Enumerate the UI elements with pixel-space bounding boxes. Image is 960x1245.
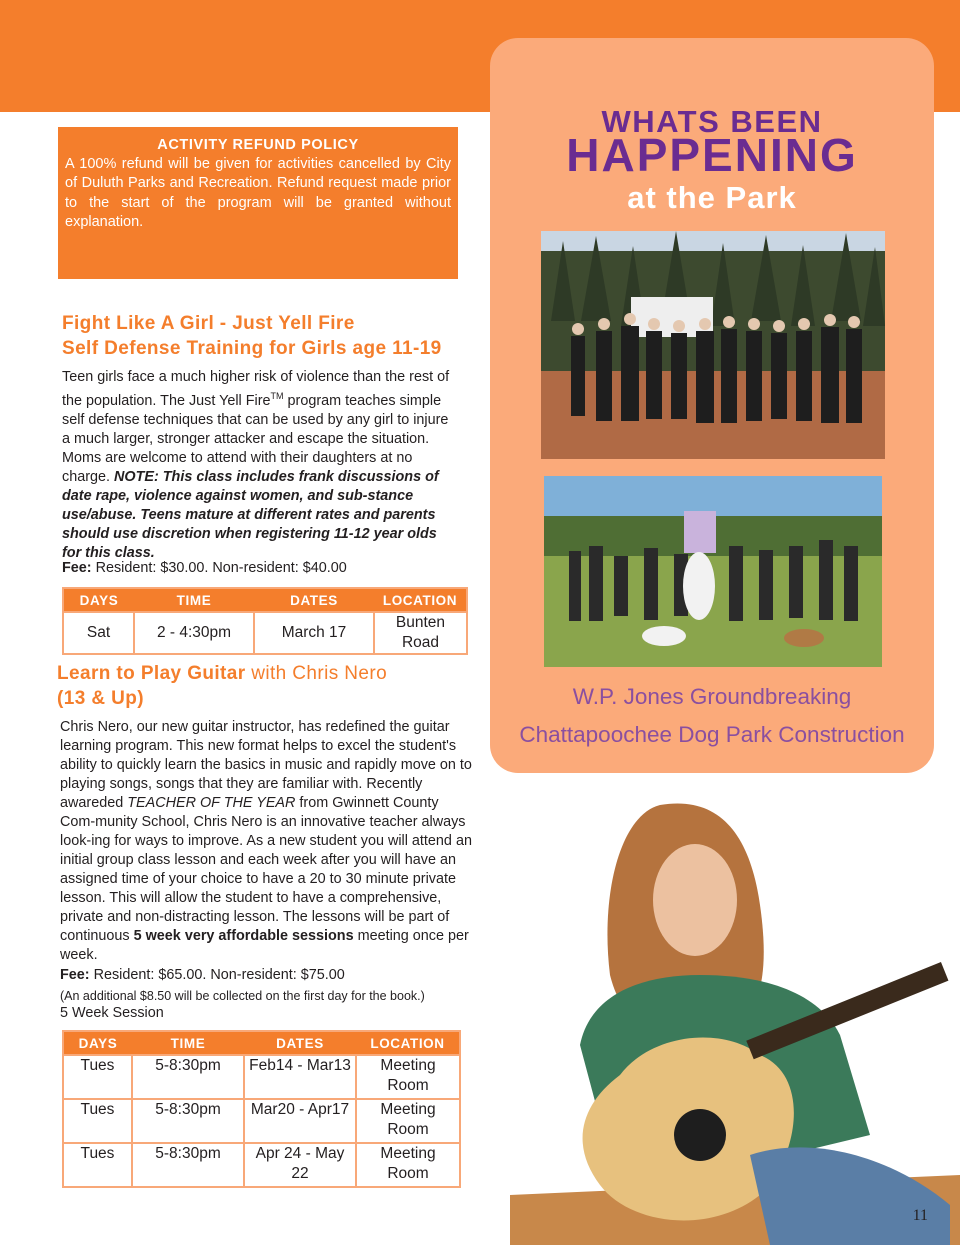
cell-dates: March 17: [254, 612, 374, 654]
guitar-description: [60, 718, 472, 965]
groundbreaking-photo: [541, 231, 885, 459]
guitar-body-part1: Chris Nero, our new guitar instructor, has redefined the guitar learning program. This new format helps to excel the student's ability to quickly learn the basics in music and rapidly move on to playing songs, songs that they are familiar with. Recently awareded: [60, 719, 472, 811]
guitar-body-part3: meeting once per week.: [60, 928, 469, 963]
cell-day: Tues: [63, 1099, 132, 1143]
cell-day: Tues: [63, 1055, 132, 1099]
refund-policy-text: A 100% refund will be given for activities cancelled by City of Duluth Parks and Recreation. Refund request made prior to the start of the program will be granted without explanation.: [65, 156, 451, 230]
table-row: [63, 612, 467, 654]
header-dates: DATES: [254, 588, 374, 612]
cell-dates: Apr 24 - May 22: [244, 1143, 356, 1187]
caption-dog-park: Chattapoochee Dog Park Construction: [519, 722, 905, 747]
trademark-mark: TM: [270, 391, 284, 401]
guitar-heading-normal: with Chris Nero: [245, 663, 388, 684]
page-number: 11: [912, 1207, 928, 1224]
cell-location: Meeting Room: [356, 1055, 460, 1099]
header-days: DAYS: [63, 1031, 132, 1055]
fight-heading-line1: Fight Like A Girl - Just Yell Fire: [62, 313, 355, 334]
guitar-book-note: (An additional $8.50 will be collected on the first day for the book.): [60, 989, 425, 1003]
header-location: LOCATION: [374, 588, 467, 612]
header-days: DAYS: [63, 588, 134, 612]
caption-groundbreaking: W.P. Jones Groundbreaking: [572, 684, 852, 709]
guitar-fee-text: Resident: $65.00. Non-resident: $75.00: [89, 967, 345, 983]
fight-schedule-table: [62, 587, 468, 655]
cell-day: Sat: [63, 612, 134, 654]
guitar-heading-line1: [57, 663, 387, 685]
table-row: [63, 1055, 460, 1099]
cell-location: Meeting Room: [356, 1143, 460, 1187]
fight-body-part2: program teaches simple self defense techniques that can be used by any girl to injure a much larger, stronger attacker and escape the situation. Moms are welcome to attend with their daughters at no charge.: [62, 392, 449, 485]
fight-description: [62, 368, 457, 563]
header-dates: DATES: [244, 1031, 356, 1055]
table-row: [63, 1099, 460, 1143]
guitar-session-note: 5 Week Session: [60, 1005, 164, 1021]
cell-dates: Feb14 - Mar13: [244, 1055, 356, 1099]
guitar-body-part2: from Gwinnett County Com-munity School, Chris Nero is an innovative teacher always look-ing for ways to improve. As a new student you will attend an initial group class lesson and each week after you will have an assigned time of your choice to have a 20 to 30 minute private lesson. This will allow the student to have a comprehensive, private and non-distracting lesson. The lessons will be part of continuous: [60, 795, 472, 944]
fight-body-part1: Teen girls face a much higher risk of violence than the rest of the population. The Just Yell Fire: [62, 369, 450, 409]
guitar-player-photo: [470, 775, 960, 1245]
header-time: TIME: [134, 588, 254, 612]
cell-time: 5-8:30pm: [132, 1099, 244, 1143]
fight-fee-label: Fee:: [62, 560, 92, 576]
refund-policy-box: [58, 127, 458, 279]
fight-fee: [62, 559, 457, 578]
guitar-schedule-table: [62, 1030, 461, 1188]
guitar-fee-label: Fee:: [60, 967, 90, 983]
guitar-fee: [60, 966, 472, 985]
happening-title-line3: at the Park: [627, 180, 797, 215]
refund-policy-title: ACTIVITY REFUND POLICY: [157, 137, 359, 153]
guitar-sessions-bold: 5 week very affordable sessions: [133, 928, 354, 944]
fight-note: NOTE: This class includes frank discussions of date rape, violence against women, and sub-stance use/abuse. Teens mature at different rates and parents should use discretion when registering 11-12 year olds for this class.: [62, 468, 439, 561]
table-header-row: [63, 1031, 460, 1055]
cell-location: Meeting Room: [356, 1099, 460, 1143]
table-row: [63, 1143, 460, 1187]
guitar-award: TEACHER OF THE YEAR: [127, 795, 296, 811]
cell-day: Tues: [63, 1143, 132, 1187]
happening-title-line1: WHATS BEEN: [601, 104, 823, 139]
header-time: TIME: [132, 1031, 244, 1055]
dog-park-photo: [544, 476, 882, 667]
guitar-heading-line2: (13 & Up): [57, 688, 144, 709]
cell-dates: Mar20 - Apr17: [244, 1099, 356, 1143]
guitar-heading-bold: Learn to Play Guitar: [57, 663, 246, 684]
fight-fee-text: Resident: $30.00. Non-resident: $40.00: [91, 560, 347, 576]
cell-location: Bunten Road: [374, 612, 467, 654]
cell-time: 2 - 4:30pm: [134, 612, 254, 654]
cell-time: 5-8:30pm: [132, 1143, 244, 1187]
table-header-row: [63, 588, 467, 612]
cell-time: 5-8:30pm: [132, 1055, 244, 1099]
happening-title-line2: HAPPENING: [566, 129, 858, 181]
fight-heading-line2: Self Defense Training for Girls age 11-19: [62, 338, 442, 359]
header-location: LOCATION: [356, 1031, 460, 1055]
